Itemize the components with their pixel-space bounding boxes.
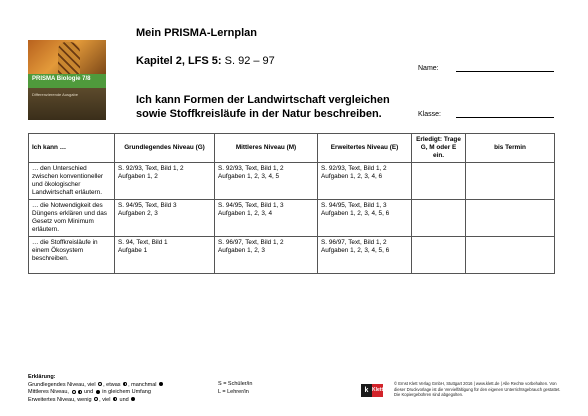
legend-text: Mittleres Niveau, [28, 389, 69, 395]
grund-pages: S. 94/95, Text, Bild 3 [118, 202, 177, 209]
termin-input[interactable] [466, 237, 555, 274]
empty-circle-icon [72, 390, 76, 394]
legend-text: viel [102, 396, 111, 403]
student-role: S = Schüler/in [218, 381, 253, 387]
competence-cell: … den Unterschied zwischen konventioneller und ökologischer Landwirtschaft erläutern. [29, 163, 115, 200]
chapter-pages: S. 92 – 97 [221, 55, 275, 67]
grund-cell [115, 200, 215, 237]
mittel-tasks: Aufgaben 1, 2, 3 [218, 247, 265, 254]
erledigt-input[interactable] [412, 200, 466, 237]
header-erweitert: Erweitertes Niveau (E) [318, 134, 412, 163]
legend-text: Erweitertes Niveau, wenig [28, 396, 92, 403]
legend-text: , manchmal [128, 381, 157, 388]
erledigt-input[interactable] [412, 163, 466, 200]
erweitert-tasks: Aufgaben 1, 2, 3, 4, 6 [321, 173, 383, 180]
chapter-line [136, 55, 275, 67]
class-label: Klasse: [418, 111, 441, 118]
legend-text: in gleichem Umfang [102, 389, 151, 395]
class-field[interactable] [456, 117, 554, 118]
legend-text: und [119, 396, 129, 403]
erweitert-cell [318, 163, 412, 200]
table-row [29, 237, 555, 274]
empty-circle-icon [98, 382, 102, 386]
erweitert-tasks: Aufgaben 1, 2, 3, 4, 5, 6 [321, 247, 390, 254]
copyright-notice: © Ernst Klett Verlag GmbH, Stuttgart 2016 | www.klett.de | Alle Rechte vorbehalten. Von dieser Druckvorlage ist die Vervielfältigung für den eigenen Unterrichtsgebrauch gestattet. Die Kopiergebühren sind abgegolten. [394, 381, 561, 398]
erweitert-pages: S. 92/93, Text, Bild 1, 2 [321, 165, 387, 172]
learning-goal-line-1: Ich kann Formen der Landwirtschaft vergleichen [136, 94, 390, 106]
klett-logo [361, 384, 383, 397]
header-termin: bis Termin [466, 134, 555, 163]
mittel-tasks: Aufgaben 1, 2, 3, 4, 5 [218, 173, 280, 180]
learning-goal [136, 93, 426, 121]
cover-brand: PRISMA Biologie 7/8 [32, 76, 91, 82]
competence-cell: … die Stoffkreisläufe in einem Ökosystem beschreiben. [29, 237, 115, 274]
grund-cell [115, 163, 215, 200]
legend-title: Erklärung: [28, 374, 56, 380]
table-row [29, 200, 555, 237]
erweitert-tasks: Aufgaben 1, 2, 3, 4, 5, 6 [321, 210, 390, 217]
competence-cell: … die Notwendigkeit des Düngens erklären und das Gesetz vom Minimum erläutern. [29, 200, 115, 237]
erweitert-cell [318, 200, 412, 237]
name-field[interactable] [456, 71, 554, 72]
legend-text: Grundlegendes Niveau, viel [28, 381, 96, 388]
legend-text: und [84, 389, 94, 395]
mittel-cell [215, 200, 318, 237]
chapter-label: Kapitel 2, LFS 5: [136, 55, 222, 67]
legend-line-mittel [28, 389, 164, 397]
mittel-pages: S. 96/97, Text, Bild 1, 2 [218, 239, 284, 246]
full-circle-icon [159, 382, 163, 386]
mittel-tasks: Aufgaben 1, 2, 3, 4 [218, 210, 273, 217]
grund-tasks: Aufgabe 1 [118, 247, 148, 254]
grund-tasks: Aufgaben 1, 2 [118, 173, 158, 180]
giraffe-image [58, 42, 80, 78]
erweitert-pages: S. 94/95, Text, Bild 1, 3 [321, 202, 387, 209]
table-header-row [29, 134, 555, 163]
full-circle-icon [96, 390, 100, 394]
page-title: Mein PRISMA-Lernplan [136, 27, 258, 39]
mittel-cell [215, 237, 318, 274]
learning-plan-table [28, 133, 555, 274]
grund-cell [115, 237, 215, 274]
grund-pages: S. 94, Text, Bild 1 [118, 239, 168, 246]
role-legend [218, 381, 252, 396]
termin-input[interactable] [466, 200, 555, 237]
erweitert-pages: S. 96/97, Text, Bild 1, 2 [321, 239, 387, 246]
erledigt-input[interactable] [412, 237, 466, 274]
header-erledigt: Erledigt: Trage G, M oder E ein. [412, 134, 466, 163]
mittel-pages: S. 94/95, Text, Bild 1, 3 [218, 202, 284, 209]
logo-text: Klett [372, 384, 383, 397]
mittel-pages: S. 92/93, Text, Bild 1, 2 [218, 165, 284, 172]
erweitert-cell [318, 237, 412, 274]
half-circle-icon [113, 397, 117, 401]
book-cover [28, 40, 106, 120]
teacher-role: L = Lehrer/in [218, 388, 249, 395]
termin-input[interactable] [466, 163, 555, 200]
grund-pages: S. 92/93, Text, Bild 1, 2 [118, 165, 184, 172]
half-circle-icon [123, 382, 127, 386]
header-mittel: Mittleres Niveau (M) [215, 134, 318, 163]
legend-line-grund [28, 382, 164, 390]
legend-text: , etwas [103, 381, 121, 388]
cover-subtitle: Differenzierende Ausgabe [32, 92, 78, 97]
table-row [29, 163, 555, 200]
legend [28, 374, 164, 404]
header-ich-kann: Ich kann … [29, 134, 115, 163]
logo-mark: k [361, 384, 372, 397]
learning-goal-line-2: sowie Stoffkreisläufe in der Natur beschreiben. [136, 108, 382, 120]
header-grundlegend: Grundlegendes Niveau (G) [115, 134, 215, 163]
grund-tasks: Aufgaben 2, 3 [118, 210, 158, 217]
full-circle-icon [131, 397, 135, 401]
legend-line-erweitert [28, 397, 164, 405]
mittel-cell [215, 163, 318, 200]
name-label: Name: [418, 65, 439, 72]
legend-text: , [99, 396, 101, 403]
empty-circle-icon [94, 397, 98, 401]
half-circle-icon [78, 390, 82, 394]
